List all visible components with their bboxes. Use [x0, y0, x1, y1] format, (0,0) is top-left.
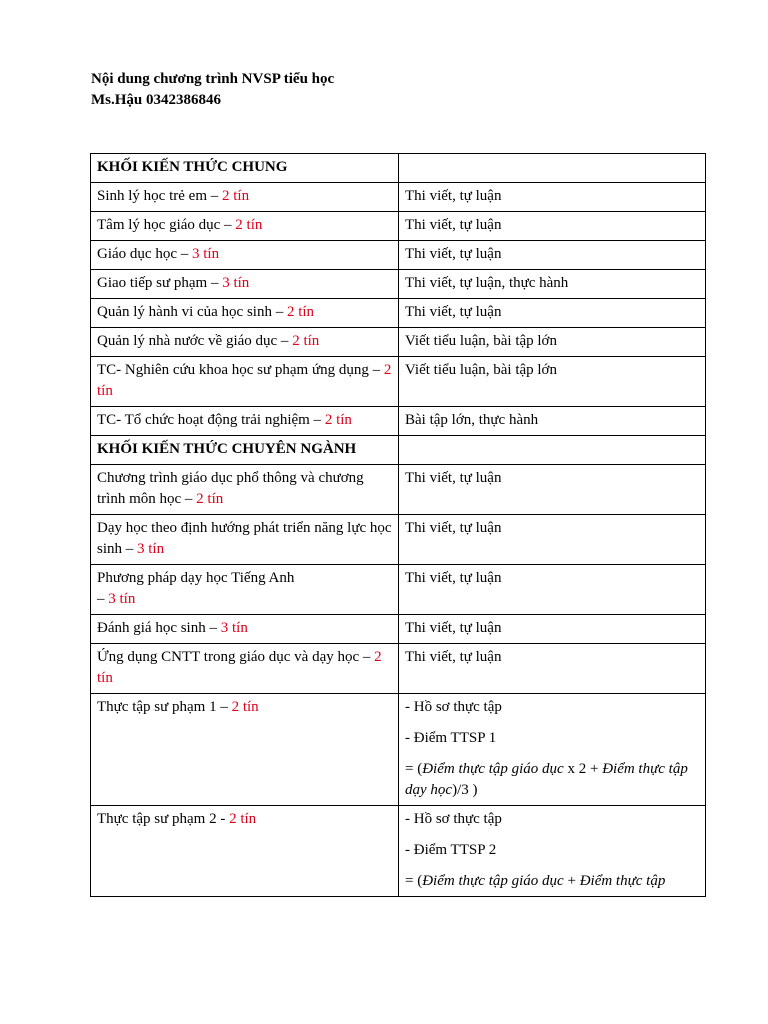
course-cell	[91, 806, 399, 897]
assessment-line: - Hồ sơ thực tập	[405, 811, 502, 827]
assessment-cell: Thi viết, tự luận	[399, 565, 706, 615]
course-name: TC- Nghiên cứu khoa học sư phạm ứng dụng –	[97, 362, 384, 378]
table-row	[91, 615, 706, 644]
table-row	[91, 515, 706, 565]
course-cell	[91, 328, 399, 357]
curriculum-table	[90, 153, 706, 897]
formula-open: = (	[405, 761, 423, 777]
assessment-cell: Thi viết, tự luận, thực hành	[399, 270, 706, 299]
course-name: TC- Tổ chức hoạt động trải nghiệm –	[97, 412, 325, 428]
course-cell	[91, 183, 399, 212]
course-credit: 2 tín	[324, 412, 352, 428]
course-credit: 2 tín	[97, 362, 392, 399]
table-row	[91, 407, 706, 436]
table-row	[91, 183, 706, 212]
course-name: Phương pháp dạy học Tiếng Anh	[97, 570, 295, 586]
course-credit: 2 tín	[292, 333, 320, 349]
course-name: Giáo dục học –	[97, 246, 192, 262]
table-row	[91, 212, 706, 241]
course-credit: 2 tín	[229, 811, 257, 827]
section-title: KHỐI KIẾN THỨC CHUYÊN NGÀNH	[91, 436, 399, 465]
course-cell	[91, 241, 399, 270]
table-row	[91, 465, 706, 515]
assessment-cell: Thi viết, tự luận	[399, 515, 706, 565]
course-credit: 3 tín	[222, 275, 250, 291]
section-empty-cell	[399, 436, 706, 465]
course-cell	[91, 515, 399, 565]
assessment-line: - Điểm TTSP 2	[405, 842, 497, 858]
assessment-cell: Thi viết, tự luận	[399, 212, 706, 241]
section-empty-cell	[399, 154, 706, 183]
course-credit: 2 tín	[231, 699, 259, 715]
course-credit: 2 tín	[196, 491, 224, 507]
assessment-cell: Thi viết, tự luận	[399, 299, 706, 328]
section-title: KHỐI KIẾN THỨC CHUNG	[91, 154, 399, 183]
table-row	[91, 694, 706, 806]
assessment-formula	[405, 759, 700, 801]
course-cell	[91, 615, 399, 644]
formula-operator: +	[563, 873, 580, 889]
course-name: Quản lý nhà nước về giáo dục –	[97, 333, 293, 349]
course-credit: 2 tín	[235, 217, 263, 233]
course-cell	[91, 694, 399, 806]
course-name: Ứng dụng CNTT trong giáo dục và dạy học –	[97, 649, 375, 665]
assessment-cell	[399, 806, 706, 897]
course-name: Đánh giá học sinh –	[97, 620, 221, 636]
course-cell	[91, 465, 399, 515]
assessment-line: - Hồ sơ thực tập	[405, 699, 502, 715]
course-name: Chương trình giáo dục phổ thông và chương trình môn học –	[97, 470, 364, 507]
course-credit: 2 tín	[97, 649, 382, 686]
document-header	[91, 69, 334, 111]
course-name: Tâm lý học giáo dục –	[97, 217, 236, 233]
formula-term: Điểm thực tập giáo dục	[422, 761, 564, 777]
formula-term: Điểm thực tập	[579, 873, 666, 889]
formula-term: Điểm thực tập dạy học	[405, 761, 688, 798]
assessment-cell: Thi viết, tự luận	[399, 241, 706, 270]
course-cell	[91, 357, 399, 407]
course-name: Sinh lý học trẻ em –	[97, 188, 222, 204]
course-cell	[91, 407, 399, 436]
assessment-cell: Thi viết, tự luận	[399, 615, 706, 644]
table-row	[91, 241, 706, 270]
course-cell	[91, 644, 399, 694]
course-credit: 3 tín	[191, 246, 220, 262]
course-name: Thực tập sư phạm 1 –	[97, 699, 232, 715]
assessment-cell	[399, 694, 706, 806]
assessment-cell: Viết tiểu luận, bài tập lớn	[399, 328, 706, 357]
table-row	[91, 328, 706, 357]
assessment-cell: Thi viết, tự luận	[399, 183, 706, 212]
course-cell	[91, 299, 399, 328]
course-name: Dạy học theo định hướng phát triển năng lực học sinh –	[97, 520, 392, 557]
table-row	[91, 299, 706, 328]
contact-line: Ms.Hậu 0342386846	[91, 92, 222, 108]
assessment-cell: Bài tập lớn, thực hành	[399, 407, 706, 436]
formula-term: Điểm thực tập giáo dục	[422, 873, 564, 889]
formula-open: = (	[405, 873, 423, 889]
section-header-row	[91, 436, 706, 465]
course-dash: –	[97, 591, 109, 607]
course-credit: 3 tín	[108, 591, 136, 607]
course-name: Quản lý hành vi của học sinh –	[97, 304, 287, 320]
table-row	[91, 644, 706, 694]
course-cell	[91, 270, 399, 299]
course-cell	[91, 565, 399, 615]
document-title: Nội dung chương trình NVSP tiểu học	[91, 71, 335, 87]
assessment-cell: Viết tiểu luận, bài tập lớn	[399, 357, 706, 407]
formula-close: )/3 )	[452, 782, 478, 798]
course-credit: 3 tín	[137, 541, 165, 557]
course-credit: 3 tín	[220, 620, 248, 636]
course-name: Giao tiếp sư phạm –	[97, 275, 223, 291]
table-row	[91, 565, 706, 615]
assessment-cell: Thi viết, tự luận	[399, 644, 706, 694]
course-credit: 2 tín	[221, 188, 250, 204]
course-name: Thực tập sư phạm 2 -	[97, 811, 230, 827]
section-header-row	[91, 154, 706, 183]
table-row	[91, 806, 706, 897]
assessment-cell: Thi viết, tự luận	[399, 465, 706, 515]
assessment-formula	[405, 871, 700, 892]
course-credit: 2 tín	[286, 304, 315, 320]
table-row	[91, 357, 706, 407]
assessment-line: - Điểm TTSP 1	[405, 730, 497, 746]
table-row	[91, 270, 706, 299]
course-cell	[91, 212, 399, 241]
formula-operator: x 2 +	[563, 761, 603, 777]
